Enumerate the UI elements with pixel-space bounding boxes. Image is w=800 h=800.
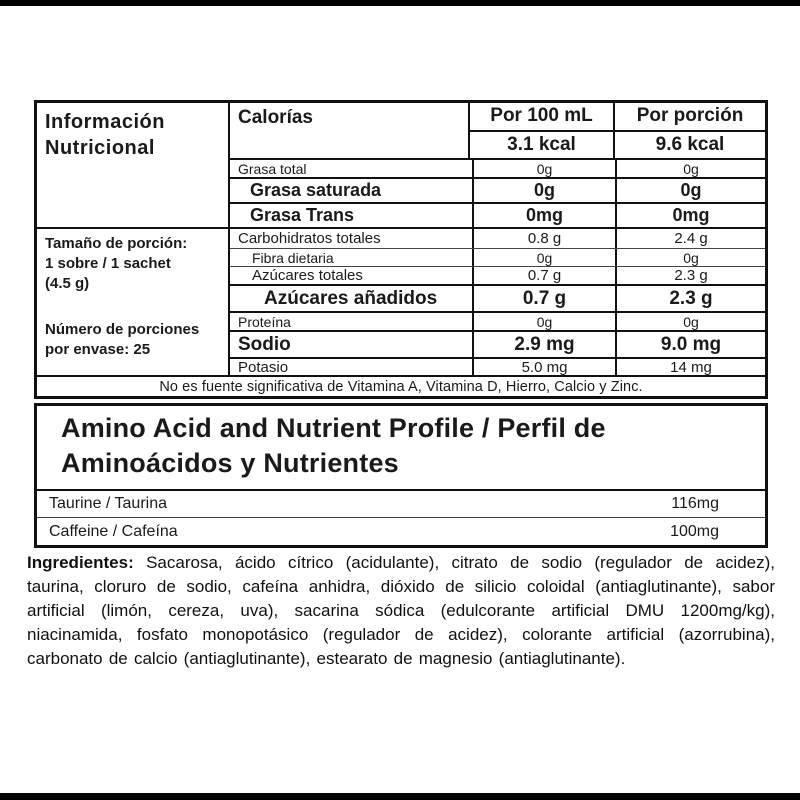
- band-top-rows: [230, 103, 765, 227]
- nutrition-band-top: [37, 103, 765, 227]
- serving-size-line1: 1 sobre / 1 sachet: [45, 254, 171, 272]
- ingredients-label: Ingredientes:: [27, 553, 134, 572]
- ingredients-text: Sacarosa, ácido cítrico (acidulante), citrato de sodio (regulador de acidez), taurina, cloruro de sodio, cafeína anhidra, dióxido de silicio coloidal (antiaglutinante), sabor artificial (limón, cereza, uva), sacarina sódica (edulcorante artificial DMU 1200mg/kg), niacinamida, fosfato monopotásico (regulador de acidez), colorante artificial (azorrubina), carbonato de calcio (antiaglutinante), estearato de magnesio (antiaglutinante).: [27, 553, 775, 668]
- row-grasa-trans: [230, 202, 765, 227]
- kcal-per-serving: 9.6 kcal: [613, 132, 765, 159]
- row-azucares-anadidos: [230, 284, 765, 311]
- value-per-serving: 9.0 mg: [615, 332, 765, 357]
- nutrient-name: Grasa Trans: [250, 205, 355, 225]
- row-potasio: [230, 357, 765, 375]
- value-per-100ml: 0g: [472, 313, 615, 330]
- micronutrient-footnote: No es fuente significativa de Vitamina A, Vitamina D, Hierro, Calcio y Zinc.: [37, 375, 765, 396]
- value-per-100ml: 0.7 g: [472, 286, 615, 311]
- value-per-serving: 2.3 g: [615, 286, 765, 311]
- value-per-100ml: 0g: [472, 179, 615, 202]
- serving-size-block: [45, 234, 222, 293]
- nutrient-name: Proteína: [238, 313, 291, 330]
- nutrient-name: Potasio: [238, 358, 289, 376]
- nutrient-name: Sodio: [238, 333, 291, 355]
- top-edge-strip: [0, 0, 800, 6]
- row-grasa-total: [230, 158, 765, 177]
- nutrient-name: Azúcares añadidos: [264, 287, 438, 309]
- nutrition-facts-table: [34, 100, 768, 399]
- row-fibra-dietaria: [230, 248, 765, 266]
- value-per-serving: 0g: [615, 160, 765, 177]
- row-azucares-totales: [230, 266, 765, 284]
- serving-size-label: Tamaño de porción:: [45, 235, 188, 252]
- value-per-100ml: 0.7 g: [472, 267, 615, 284]
- row-caffeine: [37, 517, 765, 545]
- nutrition-band-bottom: [37, 227, 765, 375]
- kcal-per-100ml: 3.1 kcal: [507, 133, 576, 155]
- value-per-serving: 0mg: [615, 204, 765, 227]
- band-bottom-rows: [230, 229, 765, 375]
- value-per-100ml: 5.0 mg: [472, 359, 615, 375]
- value-per-100ml: 0g: [472, 249, 615, 266]
- value-per-serving: 0g: [615, 313, 765, 330]
- nutrient-name: Azúcares totales: [252, 267, 363, 284]
- row-carbohidratos-totales: [230, 229, 765, 248]
- nutrient-name: Carbohidratos totales: [238, 230, 381, 247]
- amino-profile-title: Amino Acid and Nutrient Profile / Perfil de Aminoácidos y Nutrientes: [61, 413, 606, 479]
- nutrient-name: Fibra dietaria: [252, 249, 334, 266]
- column-headers: [468, 103, 765, 158]
- column-header-per-100ml: Por 100 mL: [490, 105, 593, 127]
- ingredients-paragraph: [27, 551, 775, 671]
- row-sodio: [230, 330, 765, 357]
- value-per-serving: 2.4 g: [615, 229, 765, 248]
- value-per-serving: 14 mg: [615, 359, 765, 375]
- serving-info-cell: [37, 229, 230, 375]
- value-per-100ml: 2.9 mg: [472, 332, 615, 357]
- serving-size-line2: (4.5 g): [45, 274, 90, 292]
- value-per-serving: 0g: [615, 179, 765, 202]
- compound-amount: 116mg: [671, 495, 719, 513]
- value-per-100ml: 0mg: [472, 204, 615, 227]
- row-grasa-saturada: [230, 177, 765, 202]
- value-per-serving: 0g: [615, 249, 765, 266]
- row-taurine: [37, 489, 765, 517]
- calories-label: Calorías: [238, 107, 313, 128]
- calories-values-row: [470, 130, 765, 159]
- compound-name: Taurine / Taurina: [49, 495, 167, 513]
- bottom-edge-strip: [0, 793, 800, 800]
- value-per-100ml: 0.8 g: [472, 229, 615, 248]
- value-per-100ml: 0g: [472, 160, 615, 177]
- nutrient-name: Grasa total: [238, 160, 307, 177]
- value-per-serving: 2.3 g: [615, 267, 765, 284]
- compound-amount: 100mg: [670, 522, 719, 540]
- compound-name: Caffeine / Cafeína: [49, 522, 178, 540]
- calories-header-block: [230, 103, 765, 158]
- column-header-row: [470, 103, 765, 130]
- panel-title: Información Nutricional: [37, 103, 230, 227]
- row-proteina: [230, 311, 765, 330]
- servings-per-container: Número de porciones por envase: 25: [45, 321, 200, 359]
- amino-profile-table: [34, 403, 768, 548]
- column-header-per-serving: Por porción: [613, 103, 765, 130]
- nutrient-name: Grasa saturada: [250, 180, 382, 200]
